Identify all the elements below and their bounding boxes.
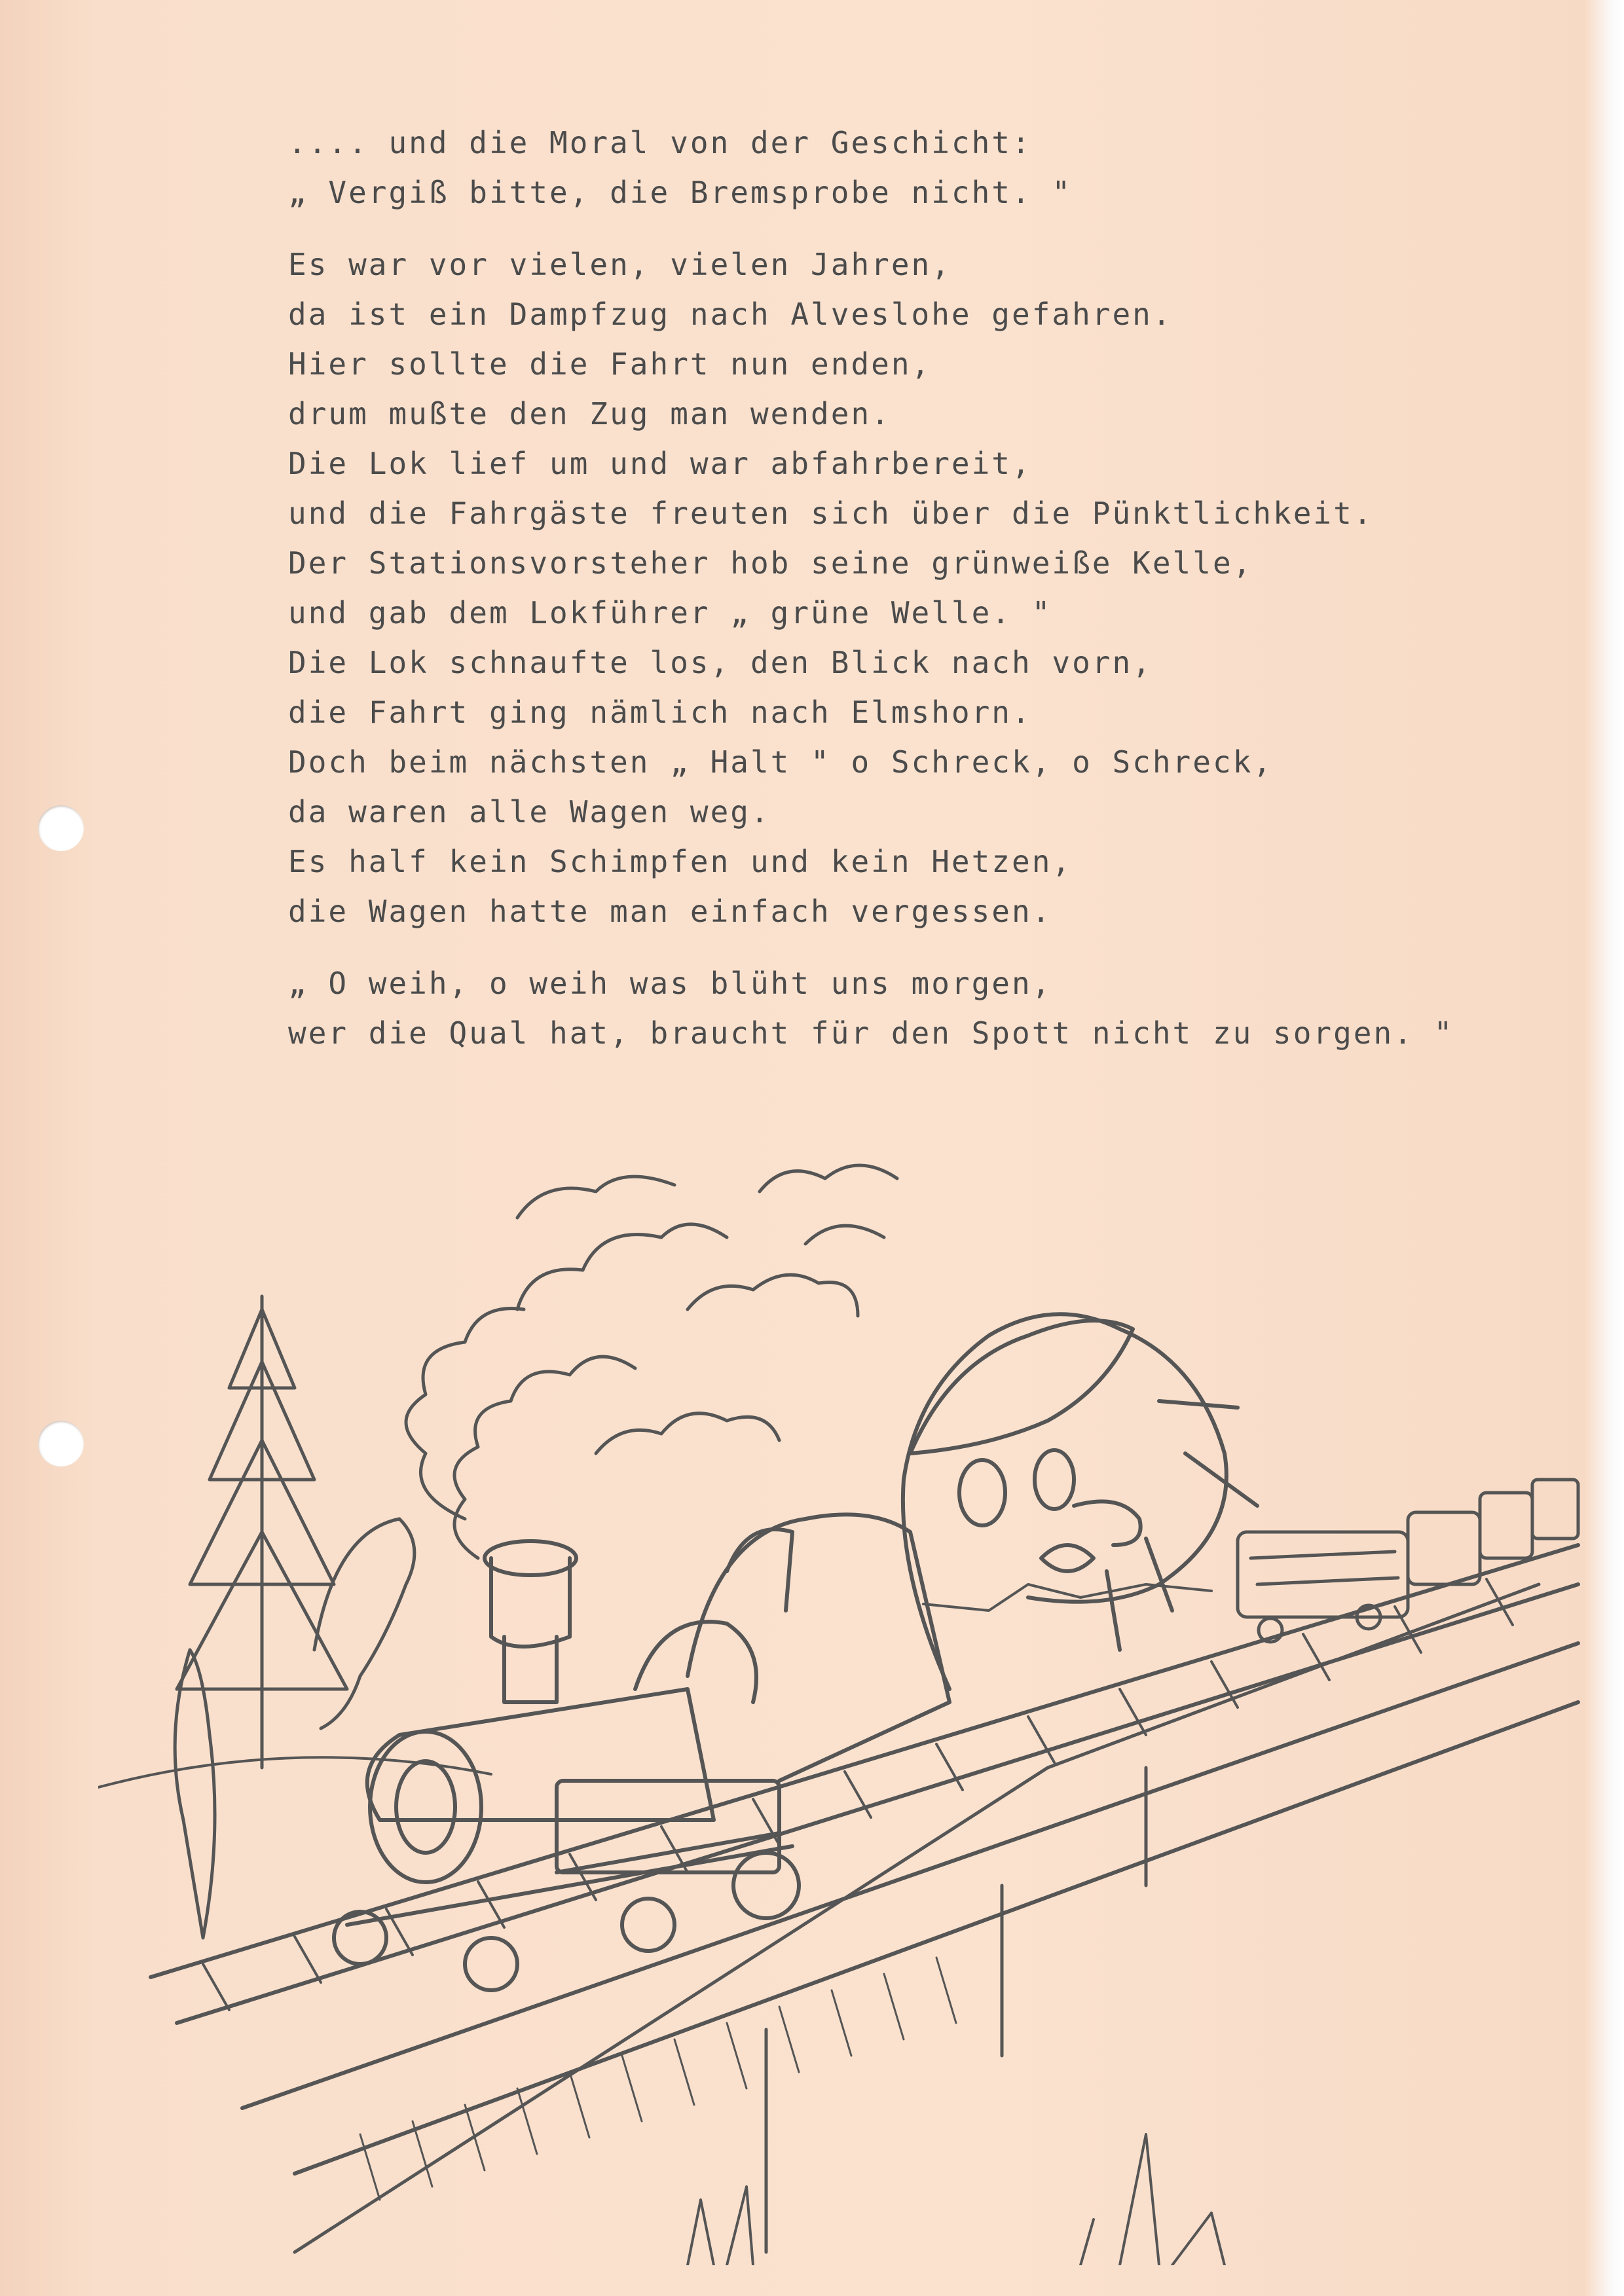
- closing-line-1: „ O weih, o weih was blüht uns morgen,: [288, 966, 1052, 1001]
- poem-line: da ist ein Dampfzug nach Alveslohe gefahren.: [288, 297, 1173, 332]
- poem-line: und die Fahrgäste freuten sich über die Pünktlichkeit.: [288, 496, 1374, 531]
- moral-line-2: „ Vergiß bitte, die Bremsprobe nicht. ": [288, 175, 1073, 210]
- poem-line: die Wagen hatte man einfach vergessen.: [288, 894, 1052, 929]
- rail-track: [151, 1545, 1578, 2174]
- closing-stanza: [288, 958, 1532, 1058]
- closing-line-2: wer die Qual hat, braucht für den Spott nicht zu sorgen. ": [288, 1015, 1454, 1051]
- fence: [295, 1584, 1539, 2252]
- poem-line: drum mußte den Zug man wenden.: [288, 396, 891, 431]
- poem-line: Doch beim nächsten „ Halt " o Schreck, o Schreck,: [288, 744, 1274, 780]
- poem-line: Die Lok schnaufte los, den Blick nach vorn,: [288, 645, 1153, 680]
- rail-sleepers: [203, 1579, 1513, 2010]
- poem-line: Es war vor vielen, vielen Jahren,: [288, 247, 951, 282]
- poem-line: Hier sollte die Fahrt nun enden,: [288, 346, 932, 382]
- poem-line: Es half kein Schimpfen und kein Hetzen,: [288, 844, 1073, 879]
- typewritten-poem: [288, 118, 1532, 1058]
- embankment: [360, 1958, 956, 2200]
- poem-line: Der Stationsvorsteher hob seine grünweiße Kelle,: [288, 545, 1253, 581]
- poem-line: die Fahrt ging nämlich nach Elmshorn.: [288, 695, 1032, 730]
- moral-line-1: .... und die Moral von der Geschicht:: [288, 125, 1032, 160]
- grass: [688, 2134, 1225, 2265]
- moral-heading: [288, 118, 1532, 217]
- punch-hole-bottom: [38, 1421, 84, 1467]
- locomotive-face: [903, 1314, 1257, 1689]
- locomotive: [334, 1514, 950, 1990]
- poplar-tree: [175, 1650, 215, 1938]
- punch-hole-top: [38, 805, 84, 851]
- fir-tree: [177, 1296, 347, 1768]
- poem-stanza: [288, 240, 1532, 936]
- pencil-sketch-locomotive-icon: [98, 1113, 1598, 2265]
- poem-line: und gab dem Lokführer „ grüne Welle. ": [288, 595, 1052, 630]
- bush: [314, 1519, 415, 1728]
- poem-line: Die Lok lief um und war abfahrbereit,: [288, 446, 1032, 481]
- steam-cloud: [406, 1165, 897, 1558]
- poem-line: da waren alle Wagen weg.: [288, 794, 771, 829]
